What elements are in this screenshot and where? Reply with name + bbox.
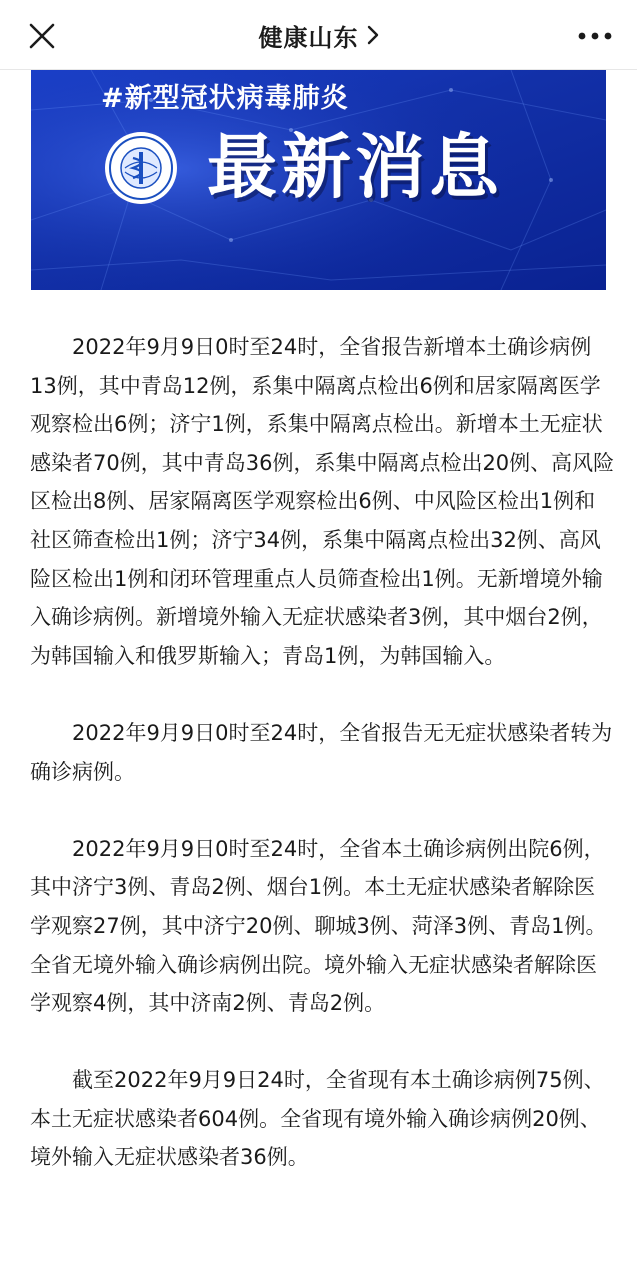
- page-title: 健康山东: [258, 23, 359, 52]
- article-paragraph: 2022年9月9日0时至24时，全省报告无无症状感染者转为确诊病例。: [30, 720, 613, 784]
- article-paragraph: 截至2022年9月9日24时，全省现有本土确诊病例75例、本土无症状感染者604例。全省现有境外输入确诊病例20例、境外输入无症状感染者36例。: [30, 1068, 605, 1170]
- close-icon: [28, 22, 56, 50]
- banner-headline: 最新消息: [207, 126, 503, 208]
- article-paragraph: 2022年9月9日0时至24时，全省本土确诊病例出院6例，其中济宁3例、青岛2例、烟台1例。本土无症状感染者解除医学观察27例，其中济宁20例、聊城3例、菏泽3例、青岛1例。全省无境外输入确诊病例出院。境外输入无症状感染者解除医学观察4例，其中济南2例、青岛2例。: [30, 836, 607, 1016]
- health-commission-emblem-icon: [103, 130, 179, 206]
- account-title-link[interactable]: [259, 18, 379, 53]
- article-body: [30, 328, 615, 1216]
- close-button[interactable]: [22, 16, 62, 56]
- chevron-right-icon: [367, 25, 379, 45]
- banner-hashtag: #新型冠状病毒肺炎: [101, 83, 349, 114]
- article-paragraph: 2022年9月9日0时至24时，全省报告新增本土确诊病例13例，其中青岛12例，系集中隔离点检出6例和居家隔离医学观察检出6例；济宁1例，系集中隔离点检出。新增本土无症状感染者70例，其中青岛36例，系集中隔离点检出20例、高风险区检出8例、居家隔离医学观察检出6例、中风险区检出1例和社区筛查检出1例；济宁34例，系集中隔离点检出32例、高风险区检出1例和闭环管理重点人员筛查检出1例。无新增境外输入确诊病例。新增境外输入无症状感染者3例，其中烟台2例，为韩国输入和俄罗斯输入；青岛1例，为韩国输入。: [30, 335, 615, 668]
- more-horizontal-icon: [578, 32, 612, 40]
- more-options-button[interactable]: [575, 18, 615, 54]
- top-navigation-bar: [0, 0, 637, 70]
- news-banner-image: [31, 70, 606, 290]
